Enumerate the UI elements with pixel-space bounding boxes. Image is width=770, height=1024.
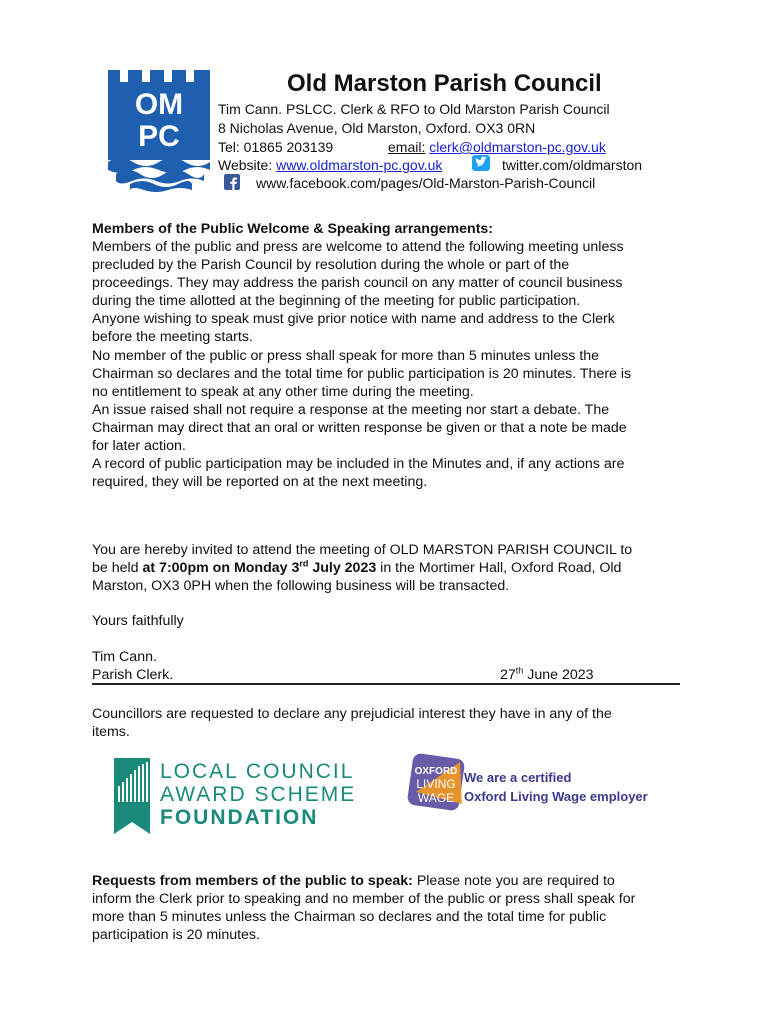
clerk-line: Tim Cann. PSLCC. Clerk & RFO to Old Marston Parish Council [218, 101, 610, 117]
lcas-line3: FOUNDATION [160, 806, 319, 829]
requests-text: Please note you are required to [412, 873, 615, 889]
email-label: email: [388, 139, 426, 155]
public-line: An issue raised shall not require a response at the meeting nor start a debate. The [92, 401, 610, 418]
closing-text: Yours faithfully [92, 613, 184, 629]
invite-line-datetime [92, 559, 682, 577]
oxford-living-wage-logo [402, 752, 662, 816]
requests-heading: Requests from members of the public to speak: [92, 873, 413, 889]
public-line: A record of public participation may be included in the Minutes and, if any actions are [92, 456, 625, 473]
olw-badge-line2: LIVING [416, 777, 456, 791]
olw-badge-line1: OXFORD [414, 766, 458, 777]
olw-badge-line3: WAGE [417, 791, 455, 805]
facebook-link[interactable]: www.facebook.com/pages/Old-Marston-Parish-Council [256, 175, 596, 191]
declare-interest [92, 705, 682, 741]
meeting-venue: in the Mortimer Hall, Oxford Road, Old [376, 560, 622, 577]
declare-line: Councillors are requested to declare any prejudicial interest they have in any of the [92, 706, 612, 722]
invite-pre: be held [92, 560, 143, 577]
meeting-date: July 2023 [308, 560, 377, 577]
public-line: precluded by the Parish Council by resolution during the whole or part of the [92, 257, 570, 274]
twitter-link[interactable]: twitter.com/oldmarston [502, 157, 643, 173]
public-line: Members of the public and press are welcome to attend the following meeting unless [92, 239, 624, 255]
divider [92, 683, 680, 685]
public-line: No member of the public or press shall speak for more than 5 minutes unless the [92, 347, 600, 364]
ompc-logo [108, 70, 210, 192]
meeting-invitation [92, 541, 682, 595]
invite-line: You are hereby invited to attend the meeting of OLD MARSTON PARISH COUNCIL to [92, 542, 633, 558]
local-council-award-logo [112, 756, 362, 838]
email-line [388, 139, 606, 156]
tel-line [218, 139, 333, 156]
public-line: Anyone wishing to speak must give prior notice with name and address to the Clerk [92, 311, 615, 328]
twitter-icon [472, 155, 490, 171]
invite-line: Marston, OX3 0PH when the following business will be transacted. [92, 578, 510, 595]
logo-text-om: OM [134, 88, 184, 121]
facebook-icon [224, 174, 240, 190]
public-line: before the meeting starts. [92, 329, 253, 346]
date-rest: June 2023 [523, 667, 594, 683]
date-day: 27 [500, 667, 516, 683]
speaking-requests [92, 872, 682, 944]
website-link[interactable]: www.oldmarston-pc.gov.uk [276, 157, 443, 173]
meeting-date-suffix: rd [299, 558, 309, 569]
lcas-line1: LOCAL COUNCIL [160, 760, 355, 783]
address-line: 8 Nicholas Avenue, Old Marston, Oxford. OX3 0RN [218, 120, 536, 136]
requests-line: more than 5 minutes unless the Chairman so declares and the total time for public [92, 909, 607, 926]
council-title: Old Marston Parish Council [287, 70, 602, 97]
website-line [218, 157, 442, 174]
requests-line: participation is 20 minutes. [92, 927, 260, 944]
date-suffix: th [515, 665, 524, 676]
olw-text-line1: We are a certified [464, 770, 572, 785]
public-line: no entitlement to speak at any other time during the meeting. [92, 383, 474, 400]
tel-text: Tel: 01865 203139 [218, 139, 334, 155]
email-link[interactable]: clerk@oldmarston-pc.gov.uk [429, 139, 606, 155]
letter-date [500, 666, 680, 684]
public-arrangements [92, 238, 682, 491]
public-line: Chairman so declares and the total time for public participation is 20 minutes. There is [92, 365, 632, 382]
public-heading: Members of the Public Welcome & Speaking arrangements: [92, 221, 494, 237]
website-label: Website: [218, 157, 273, 173]
clerk-role: Parish Clerk. [92, 667, 174, 683]
olw-text-line2: Oxford Living Wage employer [464, 789, 648, 804]
public-line: required, they will be reported on at the next meeting. [92, 474, 428, 491]
lcas-line2: AWARD SCHEME [160, 783, 357, 806]
public-line: Chairman may direct that an oral or written response be given or that a note be made [92, 419, 627, 436]
public-line: for later action. [92, 438, 186, 455]
requests-line-first [92, 872, 682, 890]
requests-line: inform the Clerk prior to speaking and no member of the public or press shall speak for [92, 891, 636, 908]
public-line: proceedings. They may address the parish council on any matter of council business [92, 275, 623, 292]
declare-line: items. [92, 724, 130, 741]
meeting-time: at 7:00pm on Monday 3 [142, 560, 300, 577]
public-line: during the time allotted at the beginning of the meeting for public participation. [92, 293, 581, 310]
clerk-name: Tim Cann. [92, 649, 157, 665]
logo-text-pc: PC [138, 120, 180, 153]
